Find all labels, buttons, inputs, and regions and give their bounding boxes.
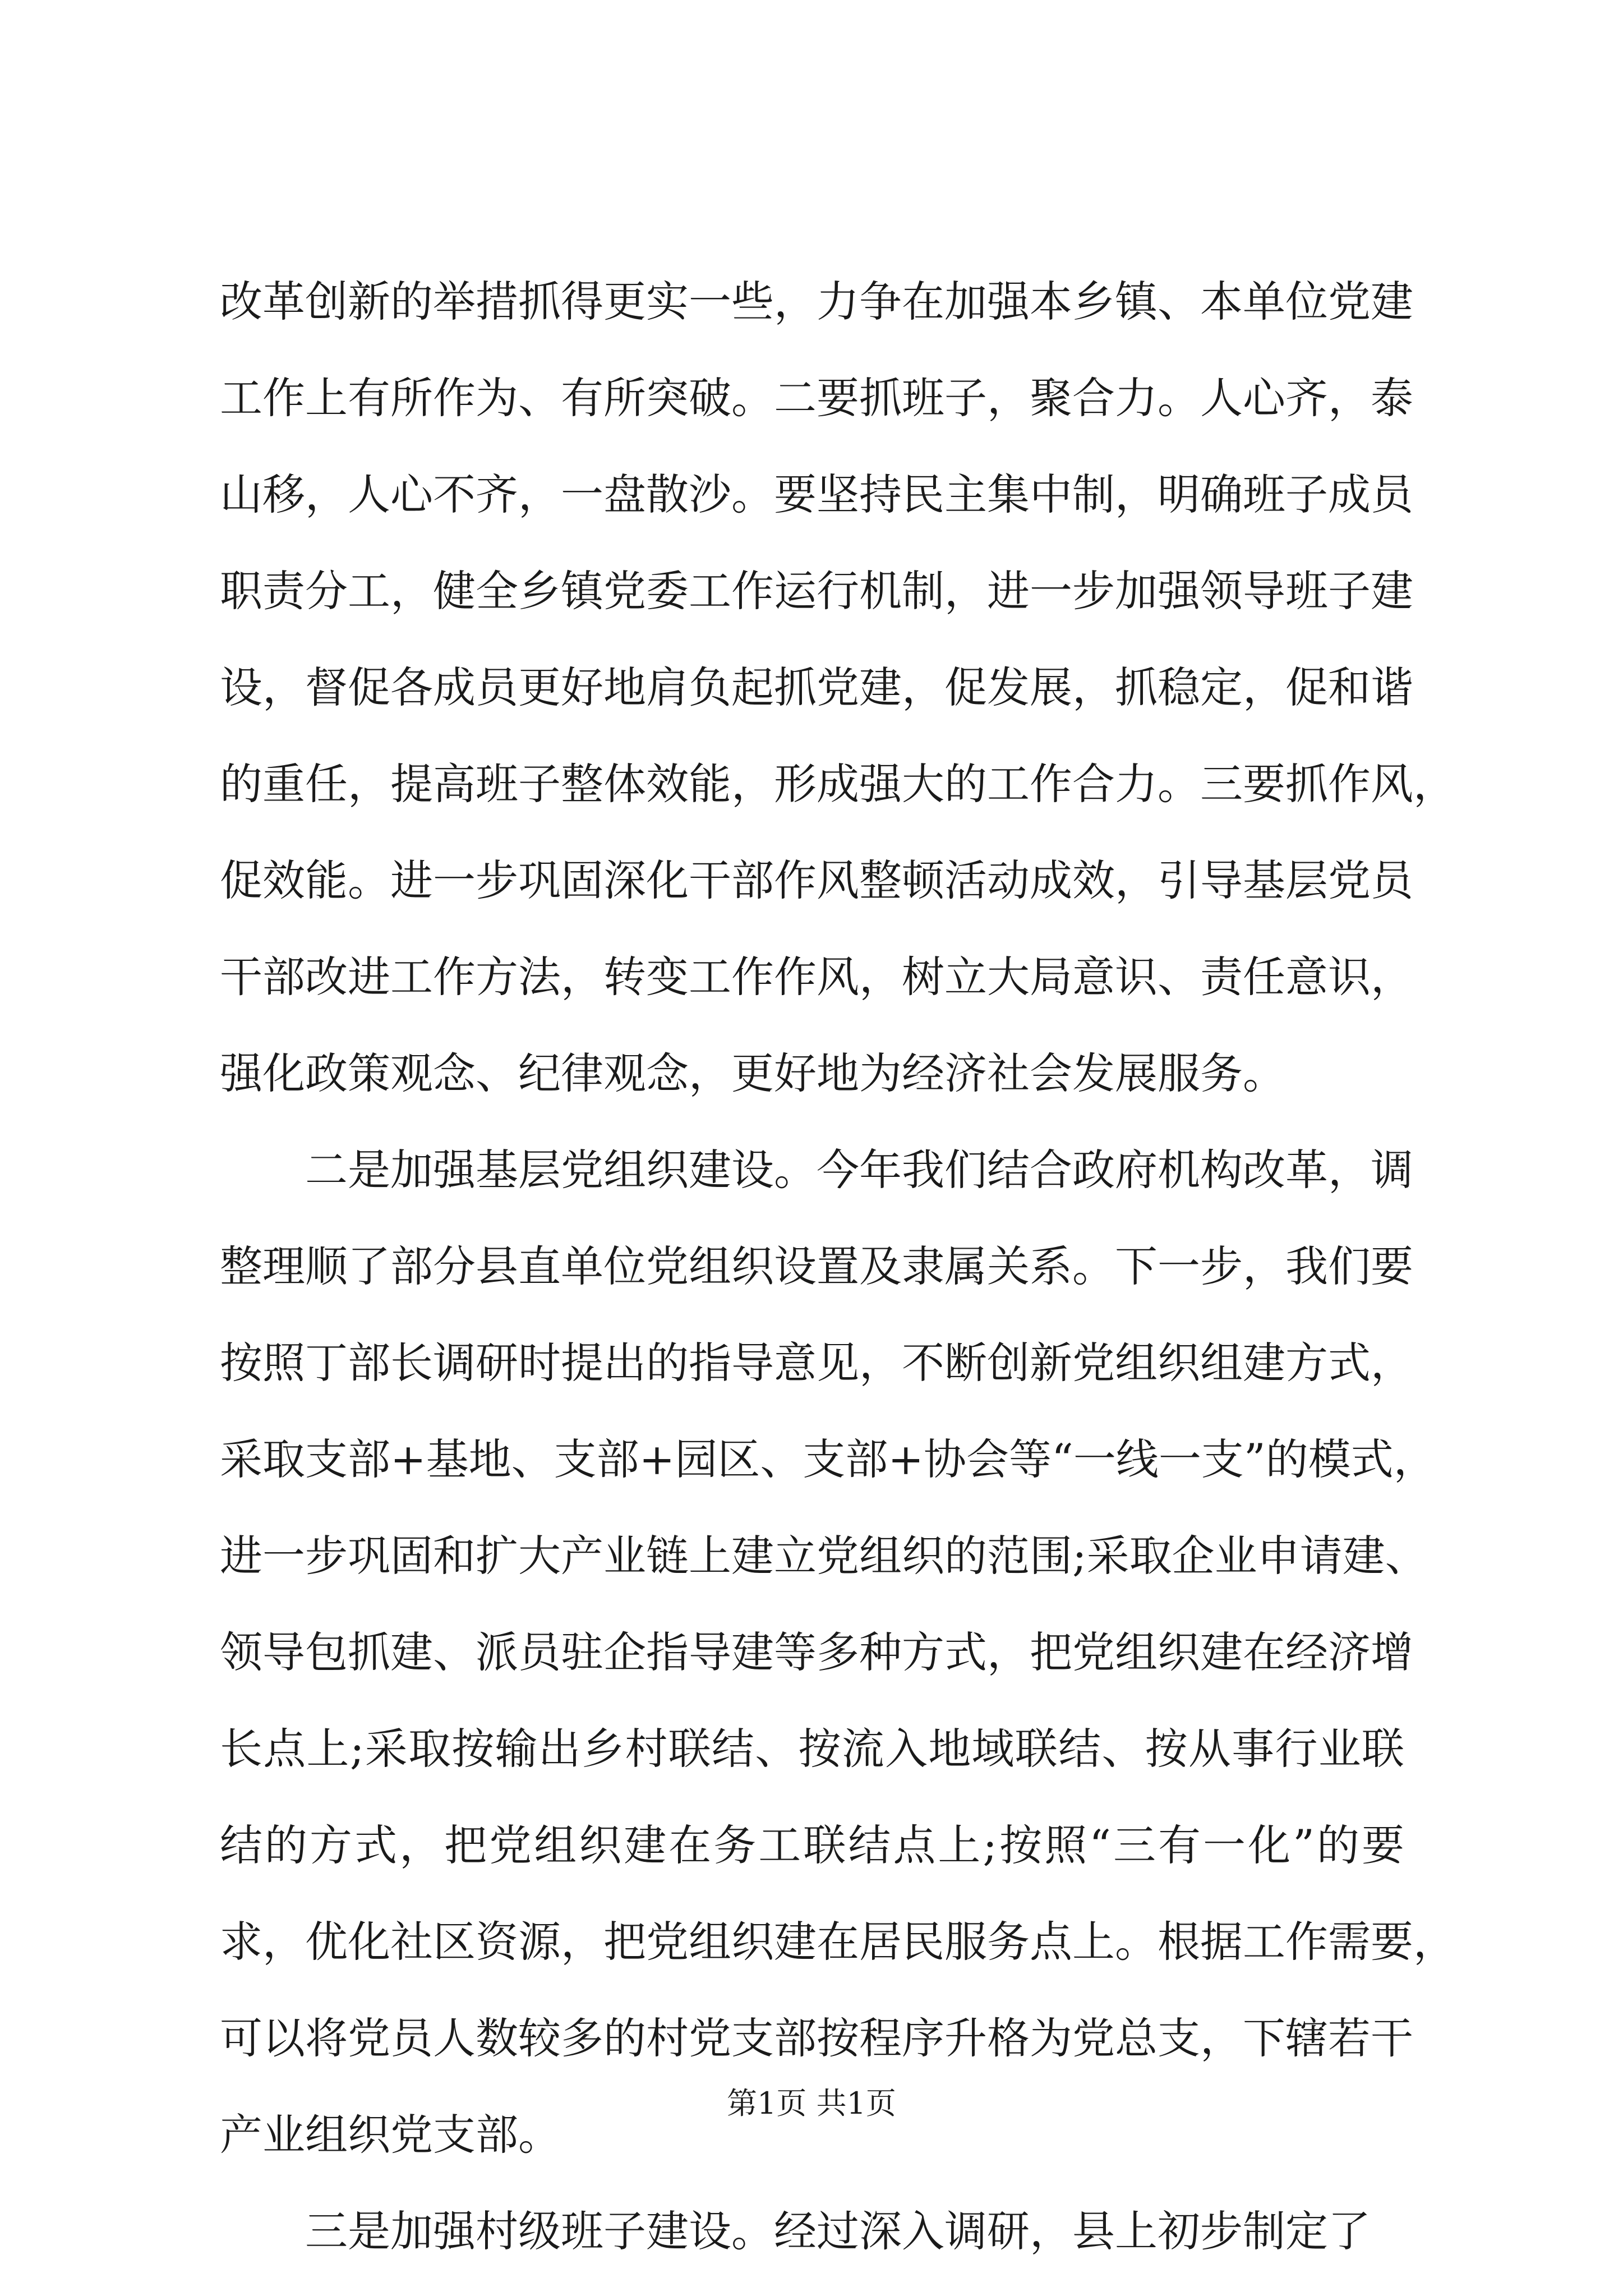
text-line: 干部改进工作方法，转变工作作风，树立大局意识、责任意识，: [220, 952, 1413, 1002]
text-line: 山移，人心不齐，一盘散沙。要坚持民主集中制，明确班子成员: [220, 470, 1413, 519]
text-line: 按照丁部长调研时提出的指导意见，不断创新党组织组建方式，: [220, 1338, 1413, 1388]
text-line: 求，优化社区资源，把党组织建在居民服务点上。根据工作需要，: [220, 1917, 1456, 1967]
text-line: 改革创新的举措抓得更实一些，力争在加强本乡镇、本单位党建: [220, 277, 1413, 326]
page-number: 第1页 共1页: [727, 2086, 896, 2121]
text-line: 结的方式，把党组织建在务工联结点上;按照“三有一化”的要: [220, 1820, 1404, 1870]
page-footer: [0, 2081, 1623, 2126]
text-line: 采取支部+基地、支部+园区、支部+协会等“一线一支”的模式，: [220, 1434, 1436, 1484]
text-line: 工作上有所作为、有所突破。二要抓班子，聚合力。人心齐，泰: [220, 373, 1413, 423]
text-line: 二是加强基层党组织建设。今年我们结合政府机构改革，调: [305, 1145, 1413, 1195]
text-line: 强化政策观念、纪律观念，更好地为经济社会发展服务。: [220, 1048, 1285, 1098]
paragraph: [220, 2183, 1404, 2280]
text-line: 促效能。进一步巩固深化干部作风整顿活动成效，引导基层党员: [220, 855, 1413, 905]
text-line: 整理顺了部分县直单位党组织设置及隶属关系。下一步，我们要: [220, 1241, 1413, 1291]
text-line: 设，督促各成员更好地肩负起抓党建，促发展，抓稳定，促和谐: [220, 662, 1413, 712]
document-body: [220, 254, 1456, 2280]
text-line: 长点上;采取按输出乡村联结、按流入地域联结、按从事行业联: [220, 1724, 1404, 1774]
text-line: 可以将党员人数较多的村党支部按程序升格为党总支，下辖若干: [220, 2013, 1413, 2063]
text-line: 进一步巩固和扩大产业链上建立党组织的范围;采取企业申请建、: [220, 1531, 1428, 1581]
text-line: 的重任，提高班子整体效能，形成强大的工作合力。三要抓作风，: [220, 759, 1456, 809]
text-line: 产业组织党支部。: [220, 2110, 561, 2160]
paragraph: [220, 1122, 1456, 2183]
text-line: 职责分工，健全乡镇党委工作运行机制，进一步加强领导班子建: [220, 566, 1413, 616]
text-line: 领导包抓建、派员驻企指导建等多种方式，把党组织建在经济增: [220, 1627, 1413, 1677]
paragraph: [220, 254, 1456, 1122]
text-line: 三是加强村级班子建设。经过深入调研，县上初步制定了: [305, 2206, 1371, 2256]
